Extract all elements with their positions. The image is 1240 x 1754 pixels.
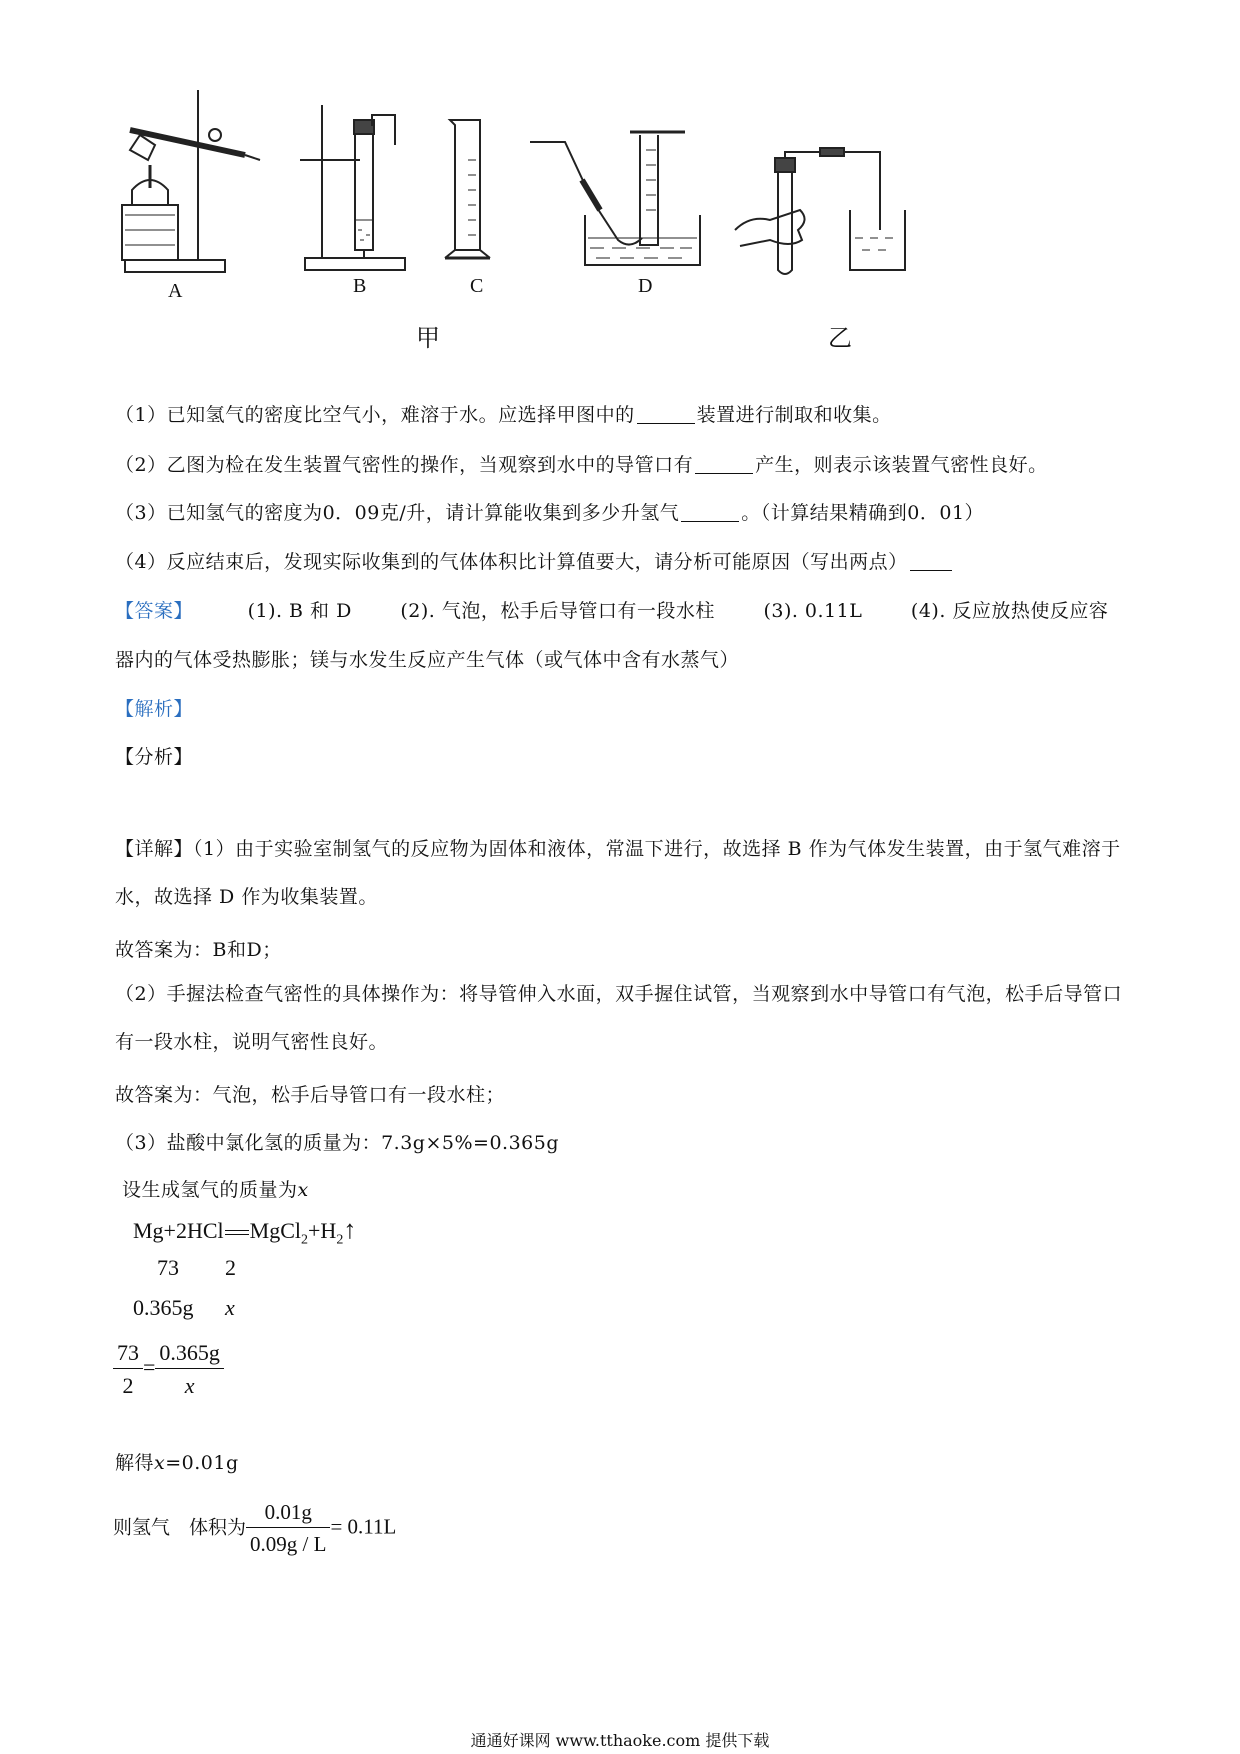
unknown-var: x — [225, 1295, 235, 1320]
apparatus-c — [445, 120, 490, 258]
detail-answer-2: 故答案为：气泡，松手后导管口有一段水柱； — [115, 1084, 506, 1106]
fraction-right — [155, 1340, 224, 1399]
proportion: $\frac{73}{2}$ = $\frac{0.365g}{x}$ — [113, 1340, 224, 1399]
equation-subscript: 2 — [336, 1232, 344, 1248]
equation-h2: +H — [308, 1218, 337, 1243]
detail-tag: 【详解】 — [115, 838, 194, 860]
answer-blank — [695, 454, 753, 474]
answer-item-4: (4). 反应放热使反应容 — [910, 600, 1109, 622]
solve-prefix: 解得 — [115, 1452, 155, 1474]
fenxi-tag: 【分析】 — [115, 746, 194, 768]
answer-line — [115, 596, 1108, 623]
numerator: 0.01g — [246, 1500, 330, 1528]
volume-prefix: 则氢气 体积为 — [113, 1516, 247, 1539]
footer-text: 通通好课网 www.tthaoke.com 提供下载 — [470, 1731, 770, 1750]
answer-item-2: (2). 气泡，松手后导管口有一段水柱 — [400, 600, 715, 622]
answer-blank — [681, 502, 739, 522]
equation-reactants: Mg+2HCl — [133, 1218, 224, 1243]
chemical-equation — [133, 1215, 356, 1248]
answer-item-1: (1). B 和 D — [247, 600, 352, 622]
numerator: 73 — [113, 1340, 143, 1369]
question-2 — [115, 450, 1048, 477]
denominator-var: x — [184, 1373, 195, 1398]
molar-mass-1: 73 — [157, 1255, 179, 1280]
question-1-text: （1）已知氢气的密度比空气小，难溶于水。应选择甲图中的 — [115, 404, 635, 426]
equals-sign — [225, 1230, 249, 1235]
question-4 — [115, 547, 954, 574]
answer-blank — [637, 404, 695, 424]
gas-arrow: ↑ — [343, 1215, 357, 1244]
analysis-tag: 【解析】 — [115, 698, 194, 720]
let-statement — [122, 1175, 309, 1202]
equation-subscript: 2 — [301, 1232, 309, 1248]
question-2-text: （2）乙图为检在发生装置气密性的操作，当观察到水中的导管口有 — [115, 454, 694, 476]
molar-mass-2: 2 — [225, 1255, 236, 1280]
detail-para-2: （2）手握法检查气密性的具体操作为：将导管伸入水面，双手握住试管，当观察到水中导管口有气泡，松手后导管口有一段水柱，说明气密性良好。 — [115, 983, 1123, 1053]
caption-yi: 乙 — [828, 324, 852, 352]
detail-para-1-text: （1）由于实验室制氢气的反应物为固体和液体，常温下进行，故选择 B 作为气体发生装置，由于氢气难溶于水，故选择 D 作为收集装置。 — [115, 838, 1121, 908]
caption-jia: 甲 — [416, 324, 440, 352]
apparatus-yi — [735, 148, 905, 274]
answer-item-3: (3). 0.11L — [763, 600, 863, 622]
answer-continuation: 器内的气体受热膨胀；镁与水发生反应产生气体（或气体中含有水蒸气） — [115, 649, 740, 671]
volume-result: = 0.11L — [330, 1514, 397, 1539]
question-3 — [115, 498, 984, 525]
label-d: D — [638, 275, 653, 297]
denominator: 2 — [122, 1373, 134, 1398]
volume-line — [113, 1500, 396, 1557]
label-a: A — [168, 280, 183, 302]
volume-fraction — [246, 1500, 330, 1557]
apparatus-drawing — [110, 90, 1150, 390]
question-1 — [115, 400, 892, 427]
detail-answer-1: 故答案为：B和D； — [115, 939, 282, 961]
answer-blank — [910, 551, 952, 571]
detail-para-3: （3）盐酸中氯化氢的质量为：7.3g×5%=0.365g — [115, 1132, 560, 1154]
question-3-text: （3）已知氢气的密度为0．09克/升，请计算能收集到多少升氢气 — [115, 502, 680, 524]
numerator: 0.365g — [155, 1340, 224, 1369]
apparatus-figure — [110, 90, 1150, 390]
apparatus-b — [300, 105, 405, 270]
unknown-mass — [225, 1295, 235, 1321]
denominator — [155, 1369, 224, 1399]
given-mass: 0.365g — [133, 1295, 194, 1320]
let-var: x — [297, 1179, 309, 1201]
denominator: 0.09g / L — [250, 1532, 327, 1556]
let-text: 设生成氢气的质量为 — [122, 1179, 298, 1201]
solve-var: x — [154, 1452, 166, 1474]
solve-line — [115, 1448, 239, 1475]
label-c: C — [470, 275, 484, 297]
question-4-text: （4）反应结束后，发现实际收集到的气体体积比计算值要大，请分析可能原因（写出两点） — [115, 551, 908, 573]
fraction-left — [113, 1340, 143, 1399]
apparatus-d — [530, 132, 700, 265]
question-3-tail: 。（计算结果精确到0．01） — [741, 502, 985, 524]
question-1-tail: 装置进行制取和收集。 — [696, 404, 892, 426]
apparatus-a — [122, 90, 260, 272]
question-2-tail: 产生，则表示该装置气密性良好。 — [755, 454, 1048, 476]
label-b: B — [353, 275, 367, 297]
solve-result: =0.01g — [165, 1452, 239, 1474]
detail-para-1 — [115, 825, 1130, 921]
equation-product: MgCl — [249, 1218, 302, 1243]
answer-tag: 【答案】 — [115, 600, 194, 622]
